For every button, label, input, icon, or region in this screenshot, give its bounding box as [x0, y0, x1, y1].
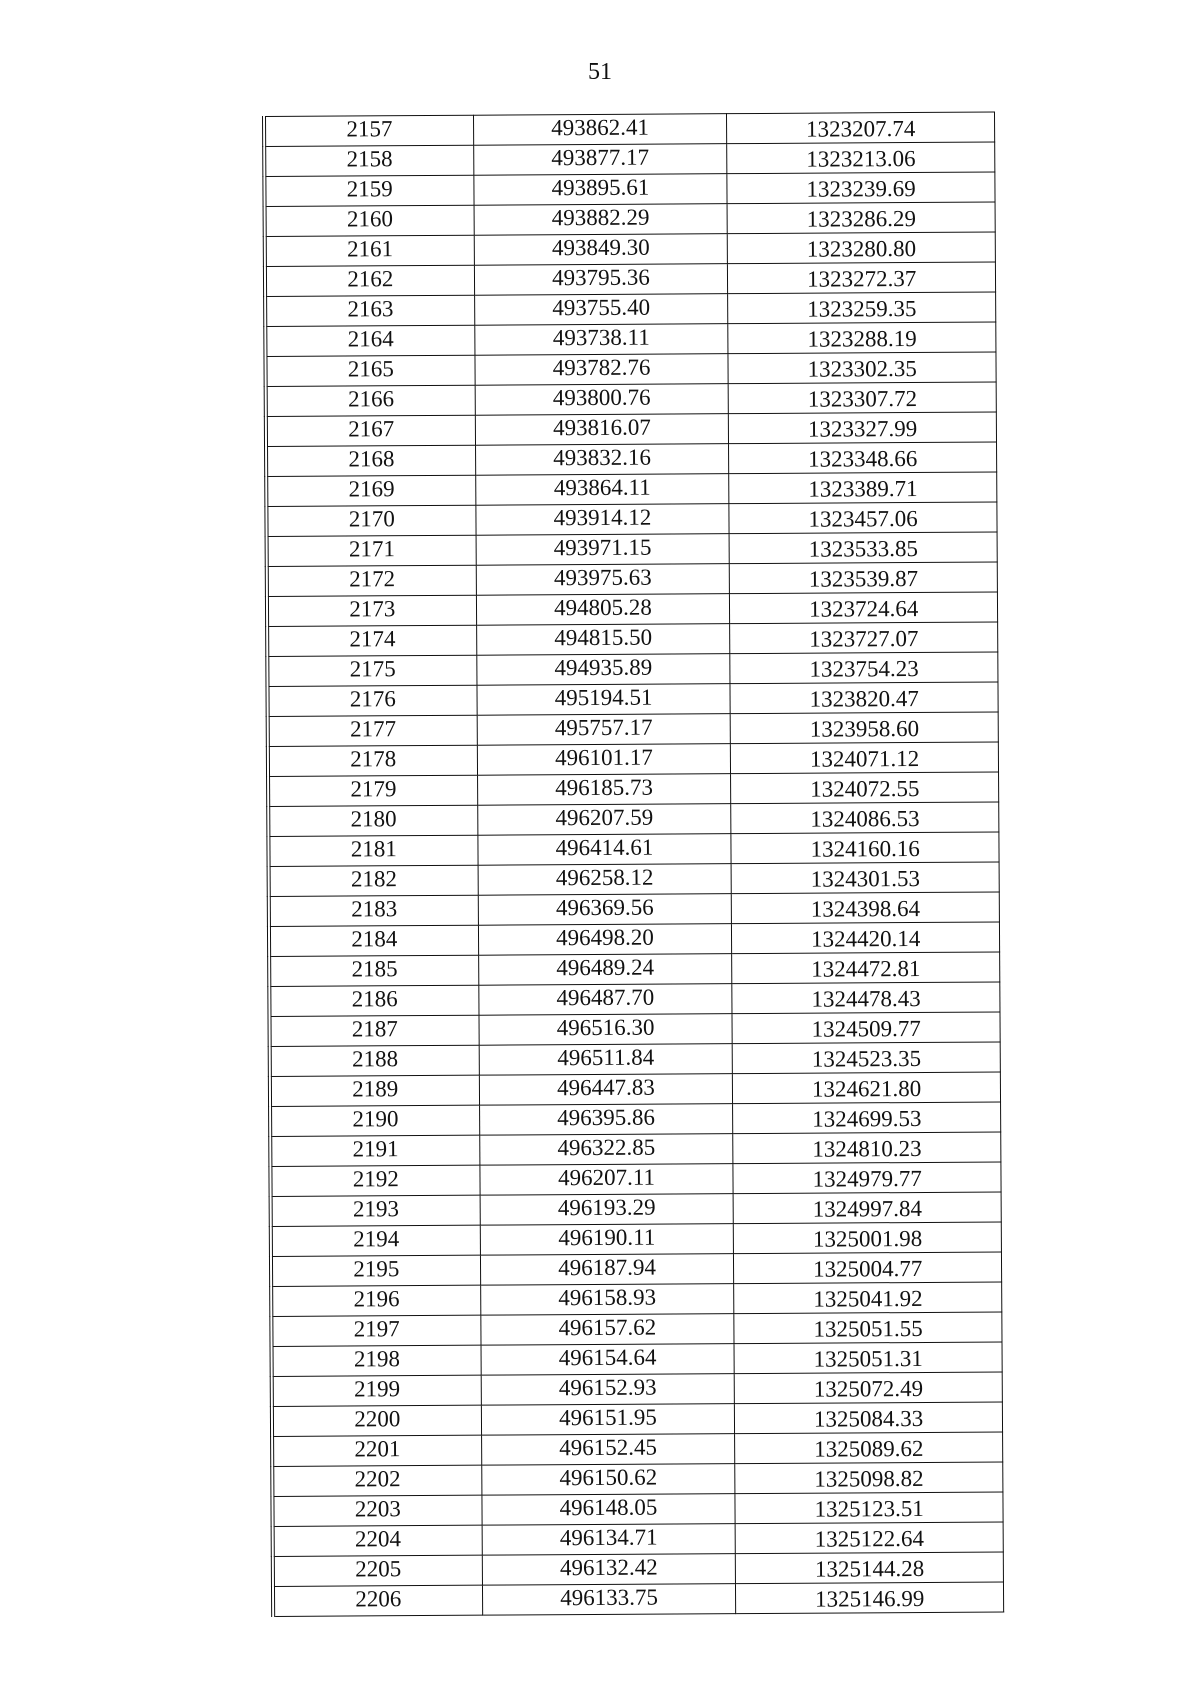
y-coordinate-cell: 1324699.53 — [733, 1102, 1001, 1134]
y-coordinate-cell: 1323533.85 — [729, 532, 997, 564]
x-coordinate-cell: 493895.61 — [474, 174, 728, 206]
y-coordinate-cell: 1325051.31 — [734, 1342, 1002, 1374]
table-row — [265, 262, 996, 296]
point-number-cell: 2178 — [268, 745, 477, 776]
x-coordinate-cell: 493800.76 — [475, 384, 729, 416]
y-coordinate-cell: 1325084.33 — [735, 1402, 1003, 1434]
x-coordinate-cell: 494815.50 — [476, 624, 730, 656]
x-coordinate-cell: 496158.93 — [480, 1284, 734, 1316]
table-row — [272, 1462, 1003, 1496]
point-number-cell: 2171 — [267, 535, 476, 566]
point-number-cell: 2173 — [267, 595, 476, 626]
point-number-cell: 2182 — [269, 865, 478, 896]
x-coordinate-cell: 496157.62 — [480, 1314, 734, 1346]
y-coordinate-cell: 1323207.74 — [727, 112, 995, 144]
point-number-cell: 2202 — [272, 1465, 481, 1496]
point-number-cell: 2192 — [270, 1165, 479, 1196]
point-number-cell: 2157 — [264, 115, 473, 146]
y-coordinate-cell: 1324086.53 — [731, 802, 999, 834]
table-row — [267, 532, 998, 566]
x-coordinate-cell: 493782.76 — [475, 354, 729, 386]
point-number-cell: 2169 — [266, 475, 475, 506]
x-coordinate-cell: 496207.11 — [480, 1164, 734, 1196]
y-coordinate-cell: 1325123.51 — [735, 1492, 1003, 1524]
x-coordinate-cell: 496489.24 — [478, 954, 732, 986]
y-coordinate-cell: 1323239.69 — [727, 172, 995, 204]
point-number-cell: 2190 — [270, 1105, 479, 1136]
x-coordinate-cell: 493975.63 — [476, 564, 730, 596]
table-row — [266, 412, 997, 446]
point-number-cell: 2206 — [273, 1585, 482, 1616]
table-row — [269, 982, 1000, 1016]
y-coordinate-cell: 1323280.80 — [728, 232, 996, 264]
y-coordinate-cell: 1323307.72 — [728, 382, 996, 414]
x-coordinate-cell: 496447.83 — [479, 1074, 733, 1106]
point-number-cell: 2204 — [273, 1525, 482, 1556]
y-coordinate-cell: 1325072.49 — [735, 1372, 1003, 1404]
x-coordinate-cell: 493862.41 — [473, 114, 727, 146]
y-coordinate-cell: 1323389.71 — [729, 472, 997, 504]
table-row — [267, 562, 998, 596]
point-number-cell: 2170 — [266, 505, 475, 536]
table-row — [268, 832, 999, 866]
x-coordinate-cell: 496187.94 — [480, 1254, 734, 1286]
x-coordinate-cell: 496516.30 — [479, 1014, 733, 1046]
y-coordinate-cell: 1323457.06 — [729, 502, 997, 534]
y-coordinate-cell: 1323259.35 — [728, 292, 996, 324]
x-coordinate-cell: 496185.73 — [477, 774, 731, 806]
point-number-cell: 2167 — [266, 415, 475, 446]
table-row — [272, 1402, 1003, 1436]
table-row — [272, 1372, 1003, 1406]
y-coordinate-cell: 1324160.16 — [731, 832, 999, 864]
x-coordinate-cell: 496498.20 — [478, 924, 732, 956]
point-number-cell: 2187 — [270, 1015, 479, 1046]
point-number-cell: 2197 — [271, 1315, 480, 1346]
point-number-cell: 2195 — [271, 1255, 480, 1286]
table-row — [264, 112, 995, 146]
x-coordinate-cell: 496152.93 — [481, 1374, 735, 1406]
table-row — [264, 142, 995, 176]
y-coordinate-cell: 1325146.99 — [736, 1582, 1004, 1614]
table-row — [267, 652, 998, 686]
x-coordinate-cell: 496151.95 — [481, 1404, 735, 1436]
x-coordinate-cell: 493832.16 — [475, 444, 729, 476]
point-number-cell: 2163 — [265, 295, 474, 326]
y-coordinate-cell: 1324621.80 — [733, 1072, 1001, 1104]
y-coordinate-cell: 1324523.35 — [733, 1042, 1001, 1074]
x-coordinate-cell: 493795.36 — [474, 264, 728, 296]
point-number-cell: 2186 — [269, 985, 478, 1016]
y-coordinate-cell: 1323302.35 — [728, 352, 996, 384]
table-row — [271, 1282, 1002, 1316]
x-coordinate-cell: 496258.12 — [478, 864, 732, 896]
table-row — [271, 1222, 1002, 1256]
table-row — [267, 682, 998, 716]
x-coordinate-cell: 494805.28 — [476, 594, 730, 626]
y-coordinate-cell: 1323288.19 — [728, 322, 996, 354]
x-coordinate-cell: 493877.17 — [473, 144, 727, 176]
point-number-cell: 2191 — [270, 1135, 479, 1166]
table-row — [271, 1252, 1002, 1286]
table-row — [273, 1582, 1004, 1616]
point-number-cell: 2183 — [269, 895, 478, 926]
point-number-cell: 2196 — [271, 1285, 480, 1316]
table-row — [273, 1522, 1004, 1556]
table-row — [265, 232, 996, 266]
y-coordinate-cell: 1325089.62 — [735, 1432, 1003, 1464]
y-coordinate-cell: 1325004.77 — [734, 1252, 1002, 1284]
y-coordinate-cell: 1323327.99 — [729, 412, 997, 444]
table-row — [268, 712, 999, 746]
y-coordinate-cell: 1325051.55 — [734, 1312, 1002, 1344]
y-coordinate-cell: 1325144.28 — [736, 1552, 1004, 1584]
page-number: 51 — [588, 59, 612, 85]
y-coordinate-cell: 1323958.60 — [730, 712, 998, 744]
x-coordinate-cell: 493882.29 — [474, 204, 728, 236]
point-number-cell: 2175 — [267, 655, 476, 686]
point-number-cell: 2188 — [270, 1045, 479, 1076]
x-coordinate-cell: 496193.29 — [480, 1194, 734, 1226]
x-coordinate-cell: 496190.11 — [480, 1224, 734, 1256]
table-row — [271, 1192, 1002, 1226]
y-coordinate-cell: 1323727.07 — [730, 622, 998, 654]
y-coordinate-cell: 1324420.14 — [732, 922, 1000, 954]
y-coordinate-cell: 1323539.87 — [730, 562, 998, 594]
point-number-cell: 2199 — [272, 1375, 481, 1406]
table-row — [271, 1312, 1002, 1346]
point-number-cell: 2181 — [268, 835, 477, 866]
table-row — [268, 802, 999, 836]
point-number-cell: 2203 — [272, 1495, 481, 1526]
point-number-cell: 2158 — [264, 145, 473, 176]
point-number-cell: 2159 — [264, 175, 473, 206]
point-number-cell: 2166 — [266, 385, 475, 416]
table-row — [269, 922, 1000, 956]
y-coordinate-cell: 1325001.98 — [734, 1222, 1002, 1254]
point-number-cell: 2194 — [271, 1225, 480, 1256]
point-number-cell: 2201 — [272, 1435, 481, 1466]
coordinates-table-body — [264, 112, 1004, 1616]
y-coordinate-cell: 1324997.84 — [733, 1192, 1001, 1224]
table-row — [265, 322, 996, 356]
x-coordinate-cell: 493816.07 — [475, 414, 729, 446]
point-number-cell: 2179 — [268, 775, 477, 806]
point-number-cell: 2161 — [265, 235, 474, 266]
table-row — [270, 1042, 1001, 1076]
table-row — [269, 892, 1000, 926]
y-coordinate-cell: 1323213.06 — [727, 142, 995, 174]
x-coordinate-cell: 493914.12 — [476, 504, 730, 536]
table-row — [264, 172, 995, 206]
table-row — [266, 472, 997, 506]
x-coordinate-cell: 493755.40 — [474, 294, 728, 326]
x-coordinate-cell: 496487.70 — [478, 984, 732, 1016]
table-row — [272, 1432, 1003, 1466]
table-row — [265, 292, 996, 326]
y-coordinate-cell: 1324810.23 — [733, 1132, 1001, 1164]
y-coordinate-cell: 1324398.64 — [732, 892, 1000, 924]
y-coordinate-cell: 1324478.43 — [732, 982, 1000, 1014]
x-coordinate-cell: 496152.45 — [481, 1434, 735, 1466]
x-coordinate-cell: 496414.61 — [478, 834, 732, 866]
table-row — [266, 382, 997, 416]
x-coordinate-cell: 493738.11 — [474, 324, 728, 356]
x-coordinate-cell: 496511.84 — [479, 1044, 733, 1076]
point-number-cell: 2162 — [265, 265, 474, 296]
x-coordinate-cell: 496322.85 — [479, 1134, 733, 1166]
point-number-cell: 2177 — [268, 715, 477, 746]
table-row — [270, 1102, 1001, 1136]
y-coordinate-cell: 1325122.64 — [735, 1522, 1003, 1554]
y-coordinate-cell: 1323754.23 — [730, 652, 998, 684]
x-coordinate-cell: 496134.71 — [482, 1524, 736, 1556]
point-number-cell: 2160 — [265, 205, 474, 236]
x-coordinate-cell: 495194.51 — [477, 684, 731, 716]
y-coordinate-cell: 1324071.12 — [731, 742, 999, 774]
table-row — [265, 202, 996, 236]
y-coordinate-cell: 1324509.77 — [732, 1012, 1000, 1044]
x-coordinate-cell: 496133.75 — [482, 1584, 736, 1616]
y-coordinate-cell: 1324979.77 — [733, 1162, 1001, 1194]
point-number-cell: 2164 — [265, 325, 474, 356]
point-number-cell: 2168 — [266, 445, 475, 476]
x-coordinate-cell: 494935.89 — [476, 654, 730, 686]
x-coordinate-cell: 493849.30 — [474, 234, 728, 266]
x-coordinate-cell: 496148.05 — [482, 1494, 736, 1526]
table-row — [269, 862, 1000, 896]
x-coordinate-cell: 496101.17 — [477, 744, 731, 776]
table-row — [270, 1072, 1001, 1106]
y-coordinate-cell: 1323724.64 — [730, 592, 998, 624]
y-coordinate-cell: 1323348.66 — [729, 442, 997, 474]
table-row — [268, 772, 999, 806]
x-coordinate-cell: 493971.15 — [476, 534, 730, 566]
y-coordinate-cell: 1323820.47 — [730, 682, 998, 714]
x-coordinate-cell: 495757.17 — [477, 714, 731, 746]
point-number-cell: 2184 — [269, 925, 478, 956]
y-coordinate-cell: 1324072.55 — [731, 772, 999, 804]
y-coordinate-cell: 1325041.92 — [734, 1282, 1002, 1314]
point-number-cell: 2193 — [271, 1195, 480, 1226]
point-number-cell: 2174 — [267, 625, 476, 656]
point-number-cell: 2176 — [267, 685, 476, 716]
x-coordinate-cell: 496369.56 — [478, 894, 732, 926]
x-coordinate-cell: 496154.64 — [481, 1344, 735, 1376]
table-row — [272, 1342, 1003, 1376]
table-row — [266, 442, 997, 476]
table-row — [273, 1552, 1004, 1586]
table-row — [268, 742, 999, 776]
y-coordinate-cell: 1323286.29 — [727, 202, 995, 234]
point-number-cell: 2200 — [272, 1405, 481, 1436]
table-row — [270, 1012, 1001, 1046]
point-number-cell: 2198 — [272, 1345, 481, 1376]
point-number-cell: 2205 — [273, 1555, 482, 1586]
x-coordinate-cell: 496132.42 — [482, 1554, 736, 1586]
y-coordinate-cell: 1323272.37 — [728, 262, 996, 294]
table-row — [267, 622, 998, 656]
table-row — [272, 1492, 1003, 1526]
y-coordinate-cell: 1324301.53 — [731, 862, 999, 894]
x-coordinate-cell: 496150.62 — [481, 1464, 735, 1496]
y-coordinate-cell: 1325098.82 — [735, 1462, 1003, 1494]
table-row — [265, 352, 996, 386]
table-row — [267, 592, 998, 626]
table-row — [269, 952, 1000, 986]
point-number-cell: 2172 — [267, 565, 476, 596]
point-number-cell: 2165 — [265, 355, 474, 386]
point-number-cell: 2189 — [270, 1075, 479, 1106]
table-row — [266, 502, 997, 536]
x-coordinate-cell: 496207.59 — [477, 804, 731, 836]
y-coordinate-cell: 1324472.81 — [732, 952, 1000, 984]
table-row — [270, 1132, 1001, 1166]
point-number-cell: 2180 — [268, 805, 477, 836]
coordinates-table — [262, 112, 1004, 1617]
x-coordinate-cell: 496395.86 — [479, 1104, 733, 1136]
point-number-cell: 2185 — [269, 955, 478, 986]
x-coordinate-cell: 493864.11 — [475, 474, 729, 506]
table-row — [270, 1162, 1001, 1196]
